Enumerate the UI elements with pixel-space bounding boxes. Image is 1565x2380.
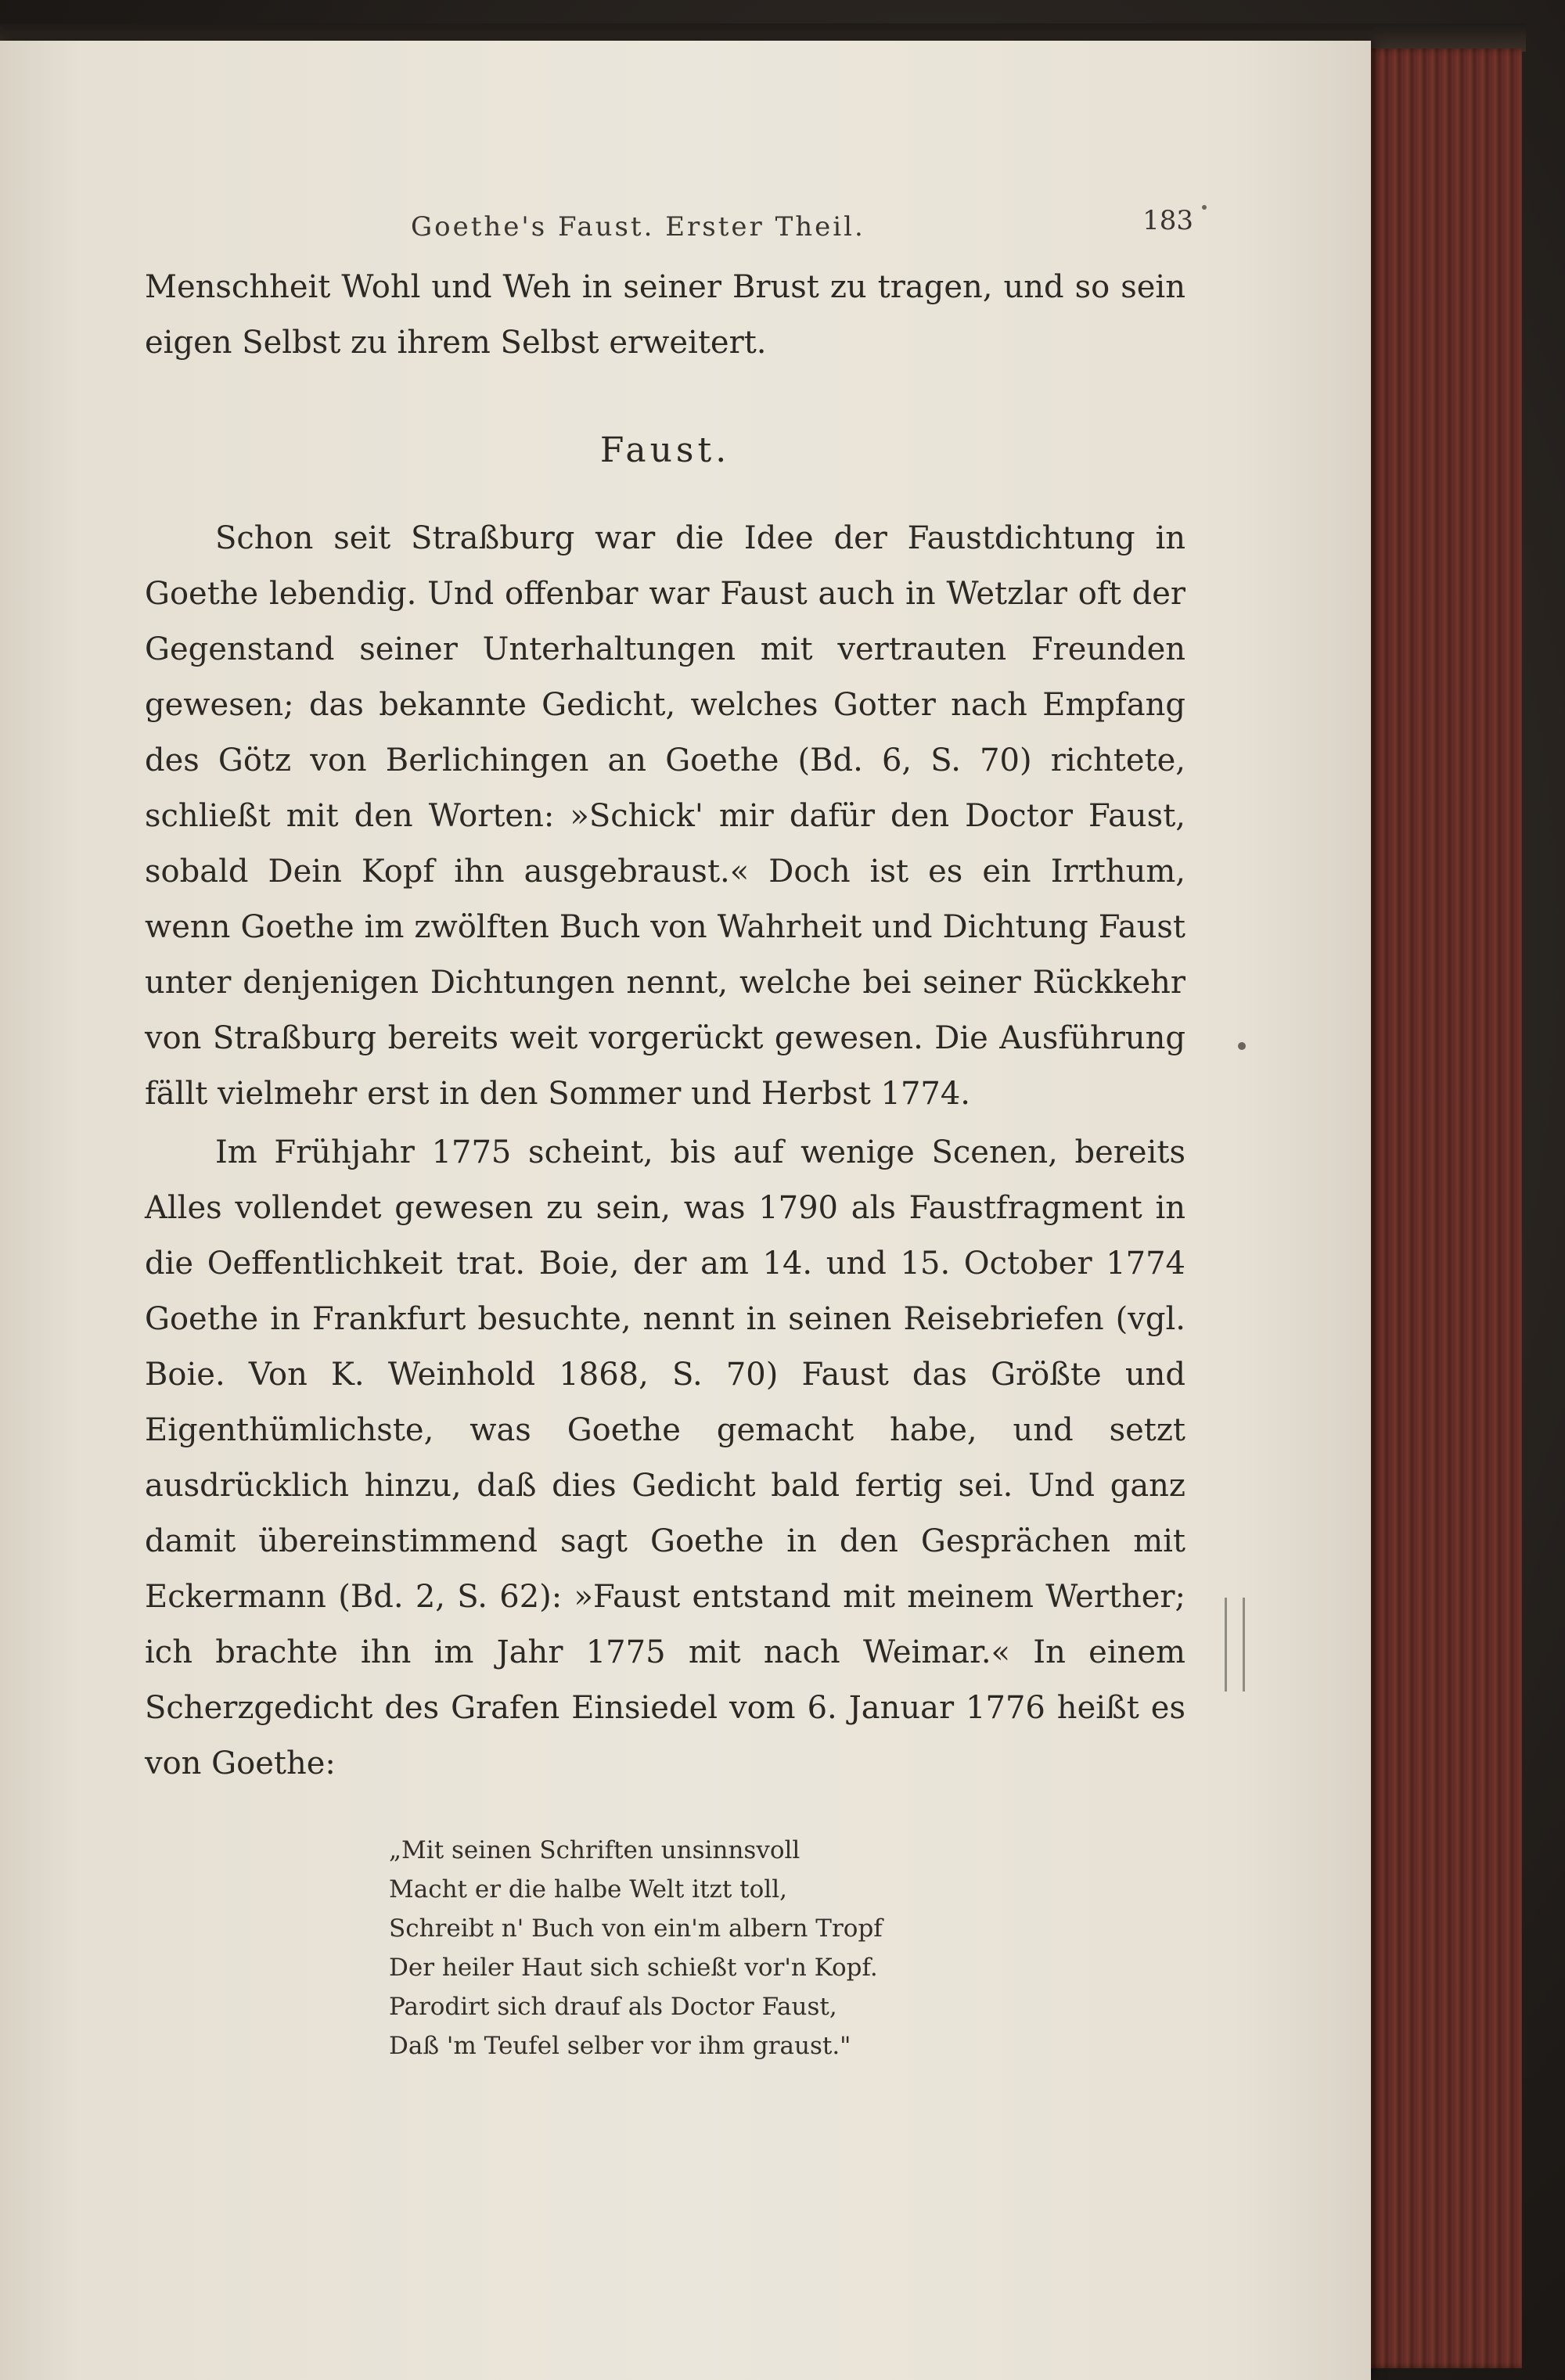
poem-quote [389, 1831, 1185, 2065]
section-title: Faust. [599, 430, 731, 470]
poem-line: „Mit seinen Schriften unsinnsvoll [389, 1836, 800, 1864]
poem-line: Schreibt n' Buch von ein'm albern Tropf [389, 1914, 883, 1943]
page-block-edge [1365, 49, 1522, 2368]
ink-spot [1238, 1042, 1246, 1050]
poem-line: Daß 'm Teufel selber vor ihm graust." [389, 2032, 851, 2060]
running-head-title: Goethe's Faust. Erster Theil. [411, 211, 865, 243]
poem-line: Macht er die halbe Welt itzt toll, [389, 1875, 787, 1904]
book-page [0, 41, 1371, 2380]
paragraph-2: Im Frühjahr 1775 scheint, bis auf wenige Scenen, bereits Alles vollendet gewesen zu sein, was 1790 als Faustfragment in die Oeffentlichkeit trat. Boie, der am 14. und 15. October 1774 Goethe in Frankfurt besuchte, nennt in seinen Reisebriefen (vgl. Boie. Von K. Weinhold 1868, S. 70) Faust das Größte und Eigenthümlichste, was Goethe gemacht habe, und setzt ausdrücklich hinzu, daß dies Gedicht bald fertig sei. Und ganz damit übereinstimmend sagt Goethe in den Gesprächen mit Eckermann (Bd. 2, S. 62): »Faust entstand mit meinem Werther; ich brachte ihn im Jahr 1775 mit nach Weimar.« In einem Scherzgedicht des Grafen Einsiedel vom 6. Januar 1776 heißt es von Goethe: [145, 1134, 1185, 1781]
pencil-margin-mark [1225, 1598, 1245, 1692]
opening-paragraph: Menschheit Wohl und Weh in seiner Brust zu tragen, und so sein eigen Selbst zu ihrem Selbst erweitert. [145, 269, 1185, 361]
running-head [145, 189, 1193, 260]
paragraph-1: Schon seit Straßburg war die Idee der Faustdichtung in Goethe lebendig. Und offenbar war Faust auch in Wetzlar oft der Gegenstand seiner Unterhaltungen mit vertrauten Freunden gewesen; das bekannte Gedicht, welches Gotter nach Empfang des Götz von Berlichingen an Goethe (Bd. 6, S. 70) richtete, schließt mit den Worten: »Schick' mir dafür den Doctor Faust, sobald Dein Kopf ihn ausgebraust.« Doch ist es ein Irrthum, wenn Goethe im zwölften Buch von Wahrheit und Dichtung Faust unter denjenigen Dichtungen nennt, welche bei seiner Rückkehr von Straßburg bereits weit vorgerückt gewesen. Die Ausführung fällt vielmehr erst in den Sommer und Herbst 1774. [145, 520, 1185, 1112]
poem-line: Parodirt sich drauf als Doctor Faust, [389, 1993, 837, 2021]
page-number: 183 [1142, 205, 1193, 236]
poem-line: Der heiler Haut sich schießt vor'n Kopf. [389, 1954, 878, 1982]
page-content [145, 189, 1193, 2065]
ink-spot [1202, 205, 1207, 210]
